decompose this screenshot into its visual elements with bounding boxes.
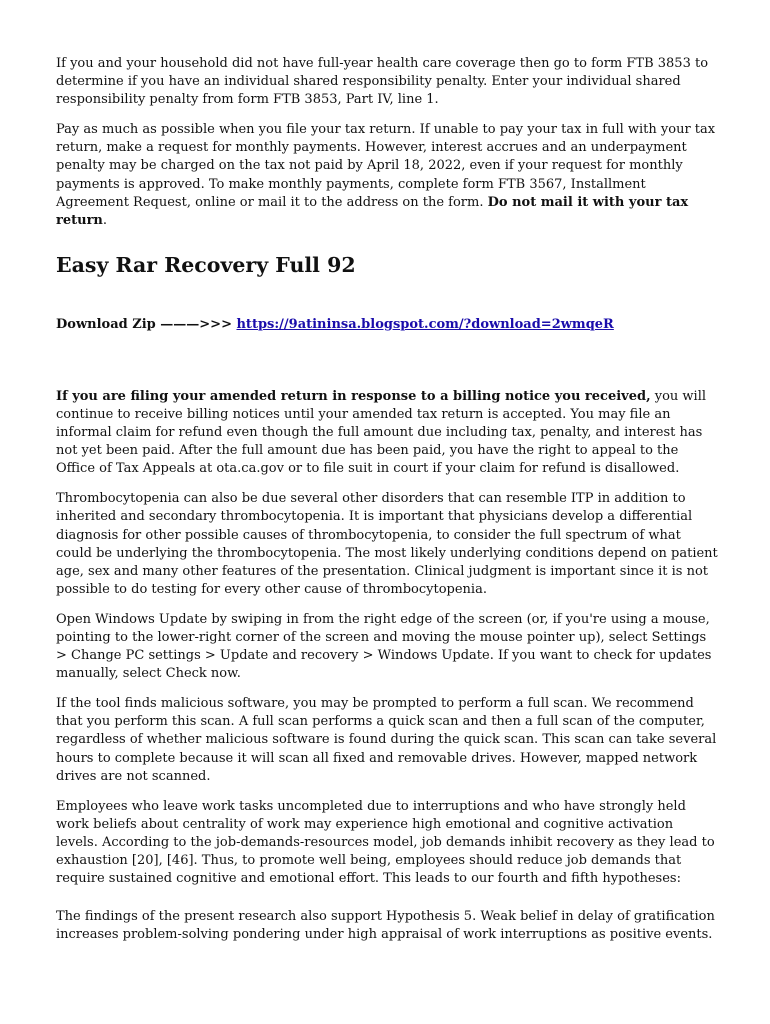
paragraph-employees: Employees who leave work tasks uncompleted due to interruptions and who have strongly held work beliefs about centrality of work may experience high emotional and cognitive activation levels. According to the job-demands-resources model, job demands inhibit recovery as they lead to exhaustion [20], [46]. Thus, to promote well being, employees should reduce job demands that require sustained cognitive and emotional effort. This leads to our fourth and fifth hypotheses: [56, 798, 715, 887]
download-label: Download Zip ———>>> [56, 316, 237, 332]
download-link[interactable]: https://9atininsa.blogspot.com/?download=2wmqeR [236, 316, 614, 332]
paragraph-payment-text: Pay as much as possible when you file your tax return. If unable to pay your tax in full with your tax return, make a request for monthly payments. However, interest accrues and an underpayment penalty may be charged on the tax not paid by April 18, 2022, even if your request for monthly payments is approved. To make monthly payments, complete form FTB 3567, Installment Agreement Request, online or mail it to the address on the form. [56, 122, 716, 210]
download-line [56, 316, 718, 334]
paragraph-findings: The findings of the present research also support Hypothesis 5. Weak belief in delay of gratification increases problem-solving pondering under high appraisal of work interruptions as positive events. [56, 909, 715, 943]
paragraph-windows-update: Open Windows Update by swiping in from the right edge of the screen (or, if you're using a mouse, pointing to the lower-right corner of the screen and moving the mouse pointer up), select Settings > Change PC settings > Update and recovery > Windows Update. If you want to check for updates manually, select Check now. [56, 611, 712, 682]
document-content [56, 55, 718, 944]
paragraph-amended-return [56, 388, 718, 478]
paragraph-amended-text: you will continue to receive billing notices until your amended tax return is accepted. You may file an informal claim for refund even though the full amount due including tax, penalty, and interest has not yet been paid. After the full amount due has been paid, you have the right to appeal to the Office of Tax Appeals at ota.ca.gov or to file suit in court if your claim for refund is disallowed. [56, 388, 707, 477]
paragraph-health-coverage: If you and your household did not have full-year health care coverage then go to form FTB 3853 to determine if you have an individual shared responsibility penalty. Enter your individual shared responsibility penalty from form FTB 3853, Part IV, line 1. [56, 56, 709, 108]
page-title: Easy Rar Recovery Full 92 [56, 252, 356, 277]
spacer [56, 334, 718, 388]
paragraph-payment-bold: Do not mail it with your tax return [56, 194, 689, 228]
spacer [56, 888, 718, 908]
paragraph-thrombocytopenia: Thrombocytopenia can also be due several other disorders that can resemble ITP in addition to inherited and secondary thrombocytopenia. It is important that physicians develop a differential diagnosis for other possible causes of thrombocytopenia, to consider the full spectrum of what could be underlying the thrombocytopenia. The most likely underlying conditions depend on patient age, sex and many other features of the presentation. Clinical judgment is important since it is not possible to do testing for every other cause of thrombocytopenia. [56, 491, 718, 597]
paragraph-payment-end: . [102, 212, 108, 228]
paragraph-payment [56, 121, 718, 230]
paragraph-amended-bold: If you are filing your amended return in response to a billing notice you received, [56, 388, 651, 404]
paragraph-malicious-software: If the tool finds malicious software, you may be prompted to perform a full scan. We recommend that you perform this scan. A full scan performs a quick scan and then a full scan of the computer, regardless of whether malicious software is found during the quick scan. This scan can take several hours to complete because it will scan all fixed and removable drives. However, mapped network drives are not scanned. [56, 696, 717, 784]
